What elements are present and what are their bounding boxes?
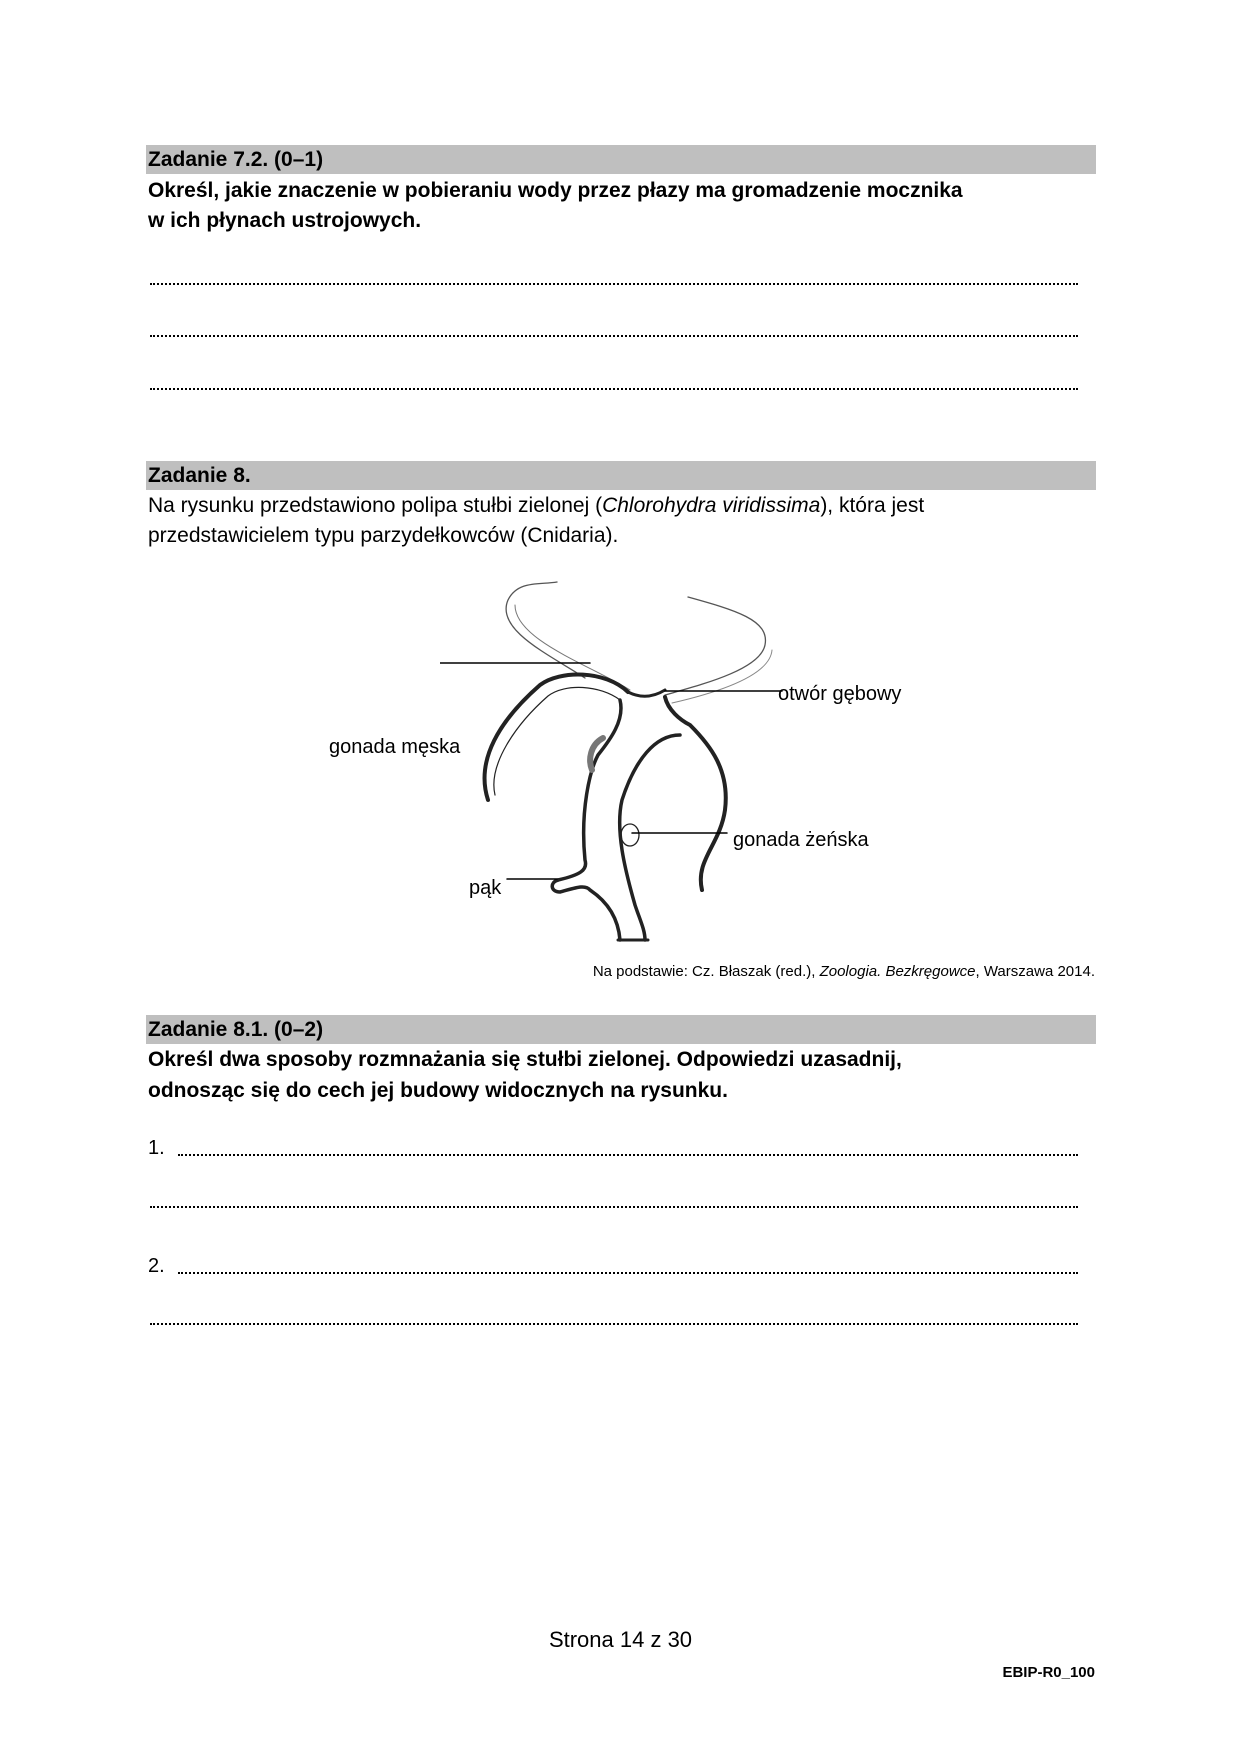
source-text: , Warszawa 2014. — [975, 963, 1095, 980]
body-wall — [620, 735, 680, 940]
task-7-2-question-line-1: Określ, jakie znaczenie w pobieraniu wody przez płazy ma gromadzenie mocznika — [148, 179, 963, 202]
label-mouth: otwór gębowy — [778, 683, 902, 705]
answer-line[interactable] — [150, 283, 1078, 285]
task-8-1-question-line-2: odnosząc się do cech jej budowy widocznych na rysunku. — [148, 1079, 728, 1102]
task-7-2-header: Zadanie 7.2. (0–1) — [146, 145, 1096, 174]
task-8-intro-line-2: przedstawicielem typu parzydełkowców (Cnidaria). — [148, 524, 619, 547]
page-number: Strona 14 z 30 — [548, 1627, 693, 1652]
task-8-1-question-line-1: Określ dwa sposoby rozmnażania się stułbi zielonej. Odpowiedzi uzasadnij, — [148, 1048, 902, 1071]
answer-number-1: 1. — [148, 1137, 165, 1159]
tentacle — [515, 605, 630, 690]
task-8-intro-line-1 — [148, 491, 1088, 521]
answer-line[interactable] — [178, 1272, 1078, 1274]
hydra-figure — [440, 570, 940, 950]
body-wall — [558, 700, 621, 880]
task-8-1-header: Zadanie 8.1. (0–2) — [146, 1015, 1096, 1044]
mouth — [628, 690, 665, 696]
task-8-header: Zadanie 8. — [146, 461, 1096, 490]
label-female-gonad: gonada żeńska — [733, 829, 869, 851]
tentacle — [665, 597, 765, 695]
source-title: Zoologia. Bezkręgowce — [819, 963, 976, 980]
label-bud: pąk — [469, 877, 502, 899]
answer-line[interactable] — [150, 1323, 1078, 1325]
task-7-2-question-line-2: w ich płynach ustrojowych. — [148, 209, 422, 232]
label-male-gonad: gonada męska — [329, 736, 461, 758]
species-name: Chlorohydra viridissima — [602, 494, 821, 517]
intro-text: Na rysunku przedstawiono polipa stułbi zielonej ( — [148, 494, 603, 517]
intro-text: ), która jest — [820, 494, 925, 517]
source-text: Na podstawie: Cz. Błaszak (red.), — [592, 963, 820, 980]
answer-line[interactable] — [150, 335, 1078, 337]
answer-line[interactable] — [150, 1206, 1078, 1208]
answer-line[interactable] — [150, 388, 1078, 390]
answer-number-2: 2. — [148, 1255, 165, 1277]
female-gonad — [621, 824, 639, 846]
figure-source — [593, 962, 1095, 982]
tentacle — [485, 675, 628, 800]
tentacle — [665, 697, 726, 890]
bud — [552, 880, 620, 940]
exam-code: EBIP-R0_100 — [1002, 1664, 1095, 1681]
answer-line[interactable] — [178, 1154, 1078, 1156]
